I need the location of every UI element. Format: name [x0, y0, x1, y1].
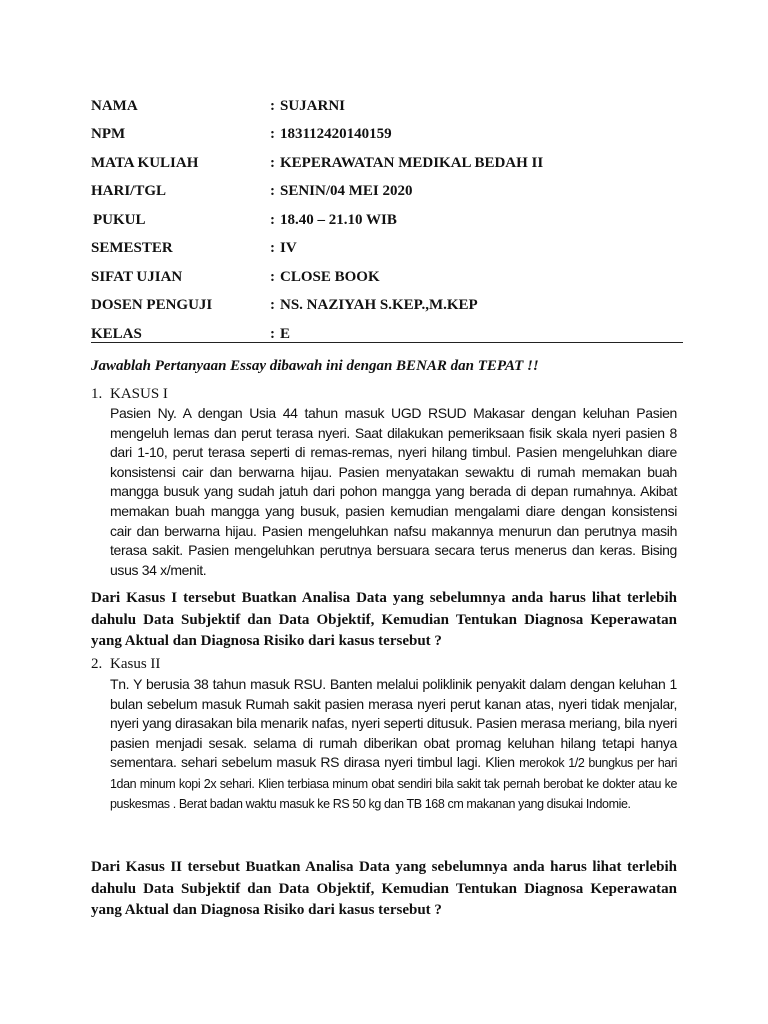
- info-row-pukul: [91, 206, 685, 235]
- info-row-npm: [91, 121, 685, 150]
- info-row-kelas: [91, 320, 685, 349]
- case-1-text: Pasien Ny. A dengan Usia 44 tahun masuk UGD RSUD Makasar dengan keluhan Pasien mengeluh lemas dan perut terasa nyeri. Saat dilakukan pemeriksaan fisik skala nyeri pasien 8 dari 1-10, perut terasa seperti di remas-remas, nyeri hilang timbul. Pasien mengeluhkan diare konsistensi cair dan berwarna hijau. Pasien menyatakan sewaktu di rumah memakan buah mangga busuk yang sudah jatuh dari pohon mangga yang berada di depan rumahnya. Akibat memakan buah mangga yang busuk, pasien kemudian mengalami diare dengan konsistensi cair dan berwarna hijau. Pasien mengeluhkan nafsu makannya menurun dan perutnya masih terasa sakit. Pasien mengeluhkan perutnya bersuara secara terus menerus dan keras. Bising usus 34 x/menit.: [110, 405, 677, 578]
- info-label: NAMA: [91, 97, 138, 114]
- case-2-paragraph: Tn. Y berusia 38 tahun masuk RSU. Banten melalui poliklinik penyakit dalam dengan keluhan 1 bulan sebelum masuk Rumah sakit pasien merasa nyeri perut kanan atas, nyeri tidak menjalar, nyeri yang dirasakan bila menarik nafas, nyeri seperti ditusuk. Pasien merasa meriang, bila nyeri pasien menjadi sesak. selama di rumah diberikan obat promag keluhan hilang tetapi hanya sementara. sehari sebelum masuk RS dirasa nyeri timbul lagi. Klien: [110, 676, 677, 771]
- case-2-heading: [91, 656, 160, 673]
- info-colon: :: [270, 97, 275, 114]
- info-row-dosen-penguji: [91, 292, 685, 321]
- case-number: 2.: [91, 656, 103, 672]
- info-label: SEMESTER: [91, 240, 173, 257]
- info-label: MATA KULIAH: [91, 154, 199, 171]
- case-2-paragraph-small: merokok 1/2 bungkus per hari 1dan minum kopi 2x sehari. Klien terbiasa minum obat sendiri bila sakit tak pernah berobat ke dokter atau ke puskesmas . Berat badan waktu masuk ke RS 50 kg dan TB 168 cm makanan yang disukai Indomie.: [110, 756, 677, 812]
- info-row-semester: [91, 235, 685, 264]
- info-colon: :: [270, 154, 275, 171]
- info-value: CLOSE BOOK: [280, 268, 380, 285]
- info-value: E: [280, 325, 291, 342]
- info-value: 18.40 – 21.10 WIB: [280, 211, 397, 228]
- student-info-table: [91, 92, 685, 349]
- info-colon: :: [270, 240, 275, 257]
- case-title: Kasus II: [110, 656, 161, 672]
- case-2-text: [110, 675, 677, 815]
- info-colon: :: [270, 211, 275, 228]
- case-2-question: Dari Kasus II tersebut Buatkan Analisa Data yang sebelumnya anda harus lihat terlebih dahulu Data Subjektif dan Data Objektif, Kemudian Tentukan Diagnosa Keperawatan yang Aktual dan Diagnosa Risiko dari kasus tersebut ?: [91, 859, 677, 918]
- info-colon: :: [270, 297, 275, 314]
- case-1-question: Dari Kasus I tersebut Buatkan Analisa Data yang sebelumnya anda harus lihat terlebih dahulu Data Subjektif dan Data Objektif, Kemudian Tentukan Diagnosa Keperawatan yang Aktual dan Diagnosa Risiko dari kasus tersebut ?: [91, 590, 677, 649]
- info-label: PUKUL: [93, 211, 146, 228]
- info-value: IV: [280, 240, 297, 257]
- info-label: HARI/TGL: [91, 183, 167, 200]
- info-colon: :: [270, 183, 275, 200]
- info-value: SENIN/04 MEI 2020: [280, 183, 413, 200]
- case-number: 1.: [91, 386, 103, 402]
- exam-instruction: Jawablah Pertanyaan Essay dibawah ini dengan BENAR dan TEPAT !!: [91, 358, 539, 374]
- info-label: DOSEN PENGUJI: [91, 297, 213, 314]
- info-value: 183112420140159: [280, 126, 392, 143]
- info-row-nama: [91, 92, 685, 121]
- info-row-sifat-ujian: [91, 263, 685, 292]
- case-title: KASUS I: [110, 386, 168, 402]
- horizontal-divider: [91, 342, 683, 343]
- case-1-heading: [91, 386, 168, 403]
- info-label: KELAS: [91, 325, 142, 342]
- info-row-mata-kuliah: [91, 149, 685, 178]
- info-colon: :: [270, 268, 275, 285]
- info-value: KEPERAWATAN MEDIKAL BEDAH II: [280, 154, 544, 171]
- info-label: NPM: [91, 126, 126, 143]
- info-row-hari-tgl: [91, 178, 685, 207]
- info-colon: :: [270, 126, 275, 143]
- info-label: SIFAT UJIAN: [91, 268, 183, 285]
- info-value: SUJARNI: [280, 97, 346, 114]
- info-value: NS. NAZIYAH S.KEP.,M.KEP: [280, 297, 478, 314]
- info-colon: :: [270, 325, 275, 342]
